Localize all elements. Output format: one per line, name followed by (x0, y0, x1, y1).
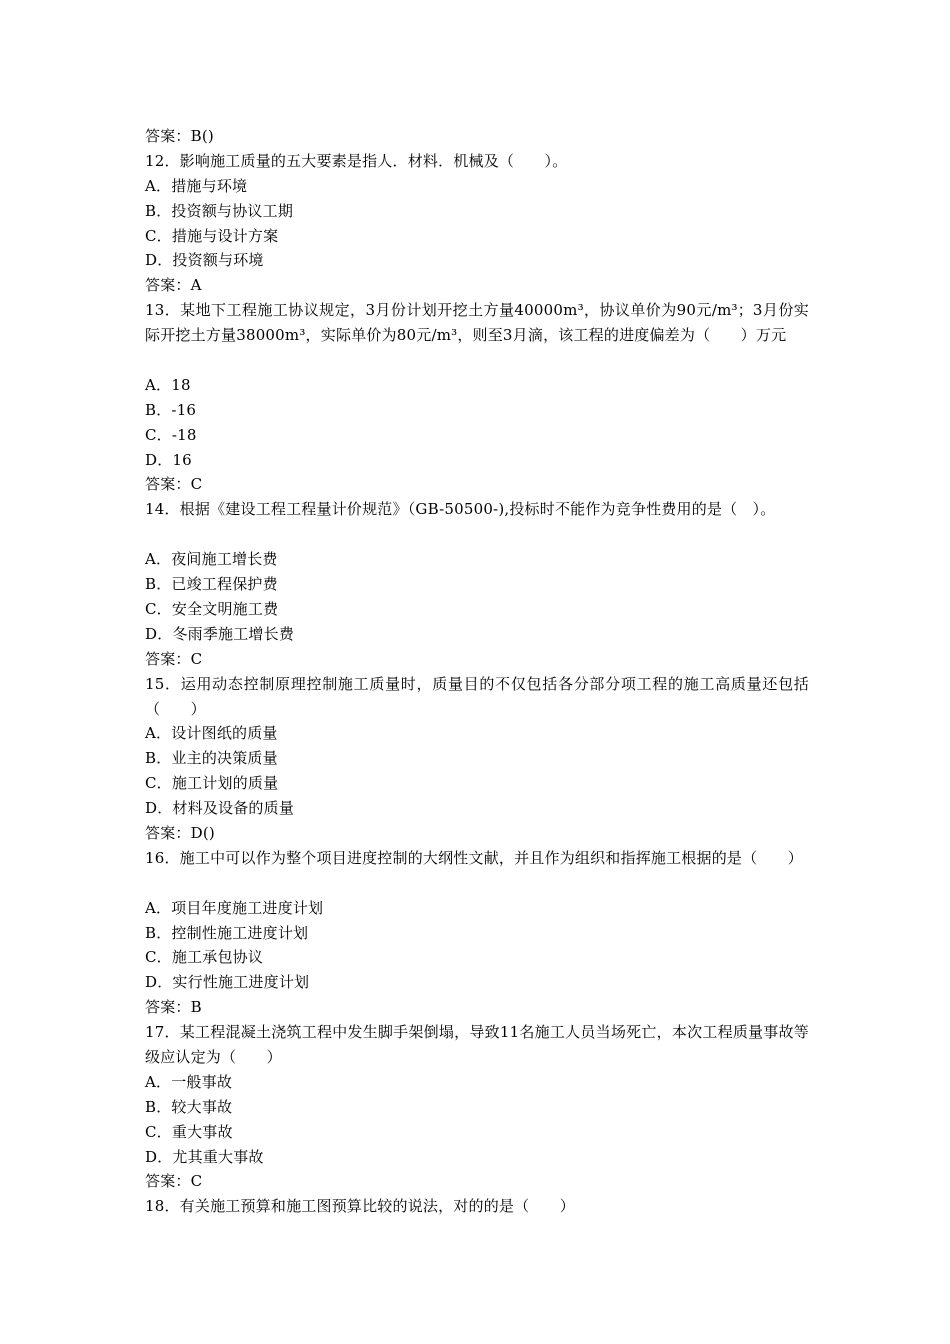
answer-17: 答案：C (145, 1172, 203, 1191)
question-18: 18．有关施工预算和施工图预算比较的说法，对的的是（ ） (145, 1197, 575, 1216)
answer-15: 答案：D() (145, 823, 215, 842)
option-12-b: B．投资额与协议工期 (145, 201, 294, 220)
option-15-b: B．业主的决策质量 (145, 749, 278, 768)
answer-16: 答案：B (145, 998, 202, 1017)
option-15-d: D．材料及设备的质量 (145, 799, 295, 818)
document-page (145, 124, 809, 1219)
option-16-b: B．控制性施工进度计划 (145, 923, 309, 942)
option-13-c: C．-18 (145, 425, 197, 444)
option-12-a: A．措施与环境 (145, 176, 248, 195)
option-13-d: D．16 (145, 450, 192, 469)
option-17-d: D．尤其重大事故 (145, 1147, 264, 1166)
option-14-b: B．已竣工程保护费 (145, 575, 278, 594)
option-12-c: C．措施与设计方案 (145, 226, 279, 245)
option-13-b: B．-16 (145, 400, 197, 419)
option-14-a: A．夜间施工增长费 (145, 550, 278, 569)
option-15-c: C．施工计划的质量 (145, 774, 279, 793)
option-15-a: A．设计图纸的质量 (145, 724, 278, 743)
option-14-c: C．安全文明施工费 (145, 599, 279, 618)
option-17-c: C．重大事故 (145, 1122, 233, 1141)
answer-13: 答案：C (145, 475, 203, 494)
answer-14: 答案：C (145, 649, 203, 668)
option-16-a: A．项目年度施工进度计划 (145, 898, 324, 917)
question-17: 17．某工程混凝土浇筑工程中发生脚手架倒塌，导致11名施工人员当场死亡，本次工程质量事故等级应认定为（ ） (145, 1023, 809, 1067)
option-17-a: A．一般事故 (145, 1072, 233, 1091)
question-15: 15．运用动态控制原理控制施工质量时，质量目的不仅包括各分部分项工程的施工高质量还包括（ ） (145, 674, 809, 718)
option-17-b: B．较大事故 (145, 1097, 233, 1116)
option-13-a: A．18 (145, 375, 191, 394)
answer-12: 答案：A (145, 276, 202, 295)
question-14: 14．根据《建设工程工程量计价规范》（GB-50500-),投标时不能作为竞争性费用的是（ ）。 (145, 500, 776, 519)
question-12: 12．影响施工质量的五大要素是指人．材料．机械及（ ）。 (145, 151, 568, 170)
option-12-d: D．投资额与环境 (145, 251, 264, 270)
option-16-c: C．施工承包协议 (145, 948, 264, 967)
option-14-d: D．冬雨季施工增长费 (145, 624, 295, 643)
option-16-d: D．实行性施工进度计划 (145, 973, 310, 992)
question-13: 13．某地下工程施工协议规定，3月份计划开挖土方量40000m³，协议单价为90元/m³；3月份实际开挖土方量38000m³，实际单价为80元/m³，则至3月滴，该工程的进度偏差为（ ）万元 (145, 301, 809, 345)
question-16: 16．施工中可以作为整个项目进度控制的大纲性文献，并且作为组织和指挥施工根据的是（ ） (145, 848, 803, 867)
answer-11: 答案：B() (145, 127, 214, 145)
